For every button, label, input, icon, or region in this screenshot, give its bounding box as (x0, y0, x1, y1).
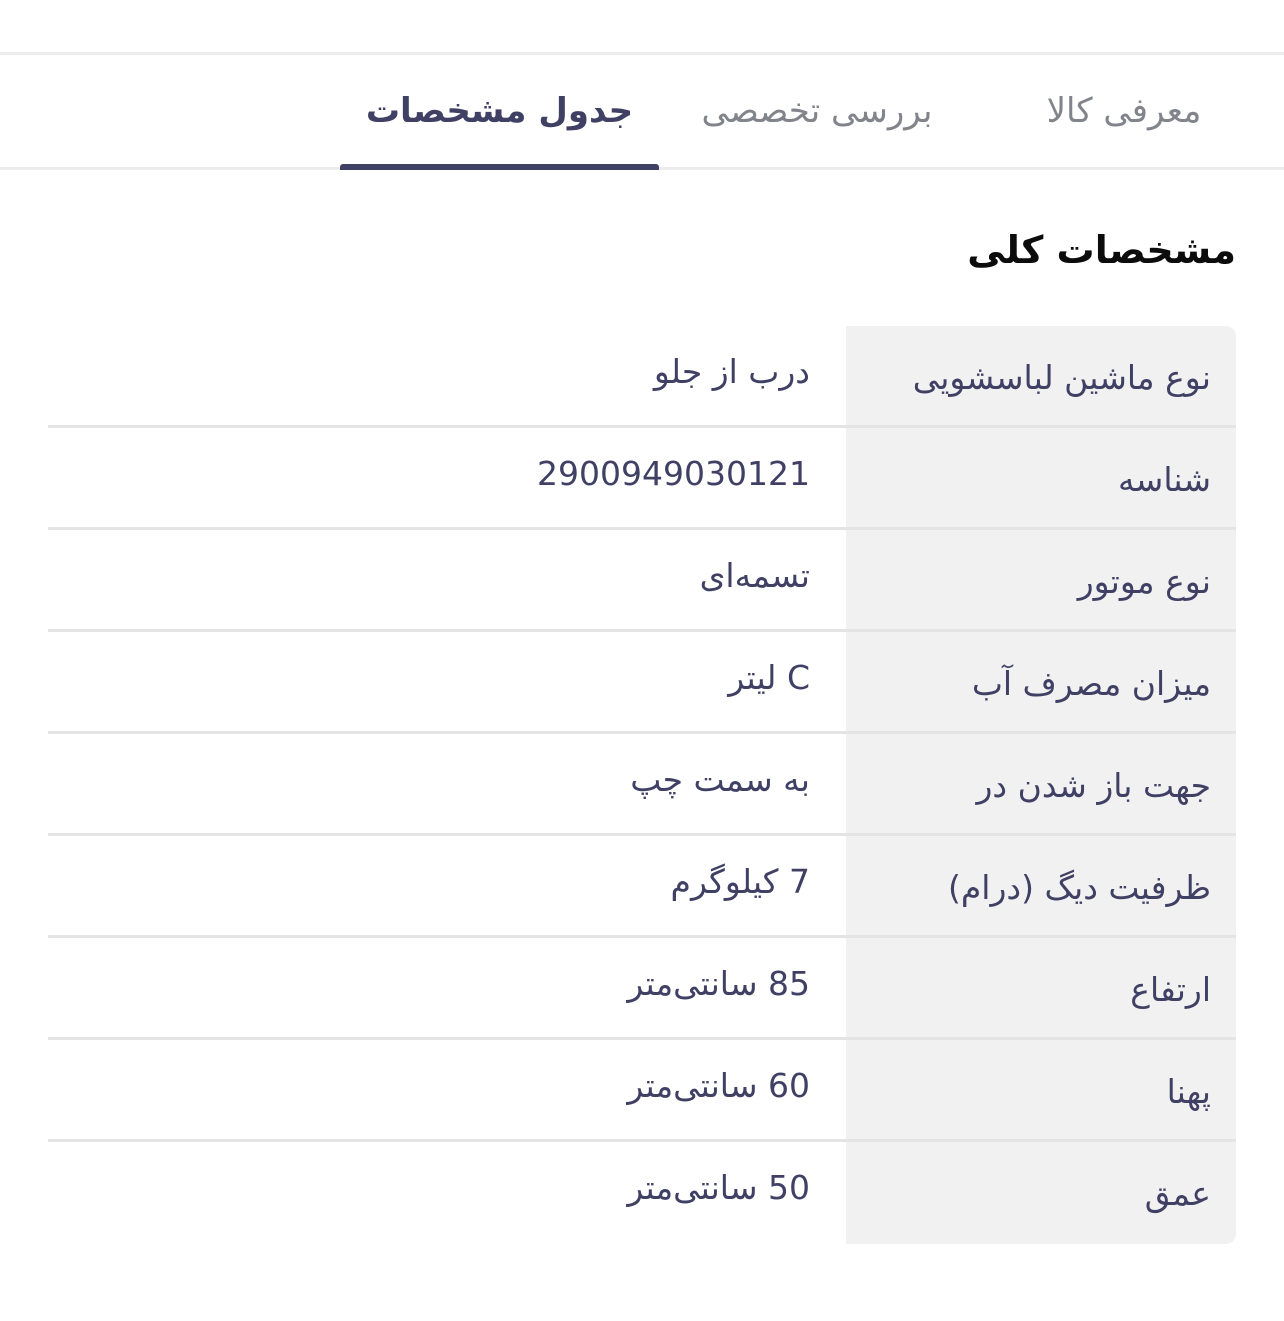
spec-value: تسمه‌ای (699, 556, 810, 595)
section-title: مشخصات کلی (967, 228, 1236, 272)
spec-key: شناسه (846, 428, 1236, 530)
spec-key: نوع ماشین لباسشویی (846, 326, 1236, 428)
table-row (48, 836, 1236, 938)
spec-value: C لیتر (728, 658, 810, 697)
spec-value: 7 کیلوگرم (670, 862, 810, 901)
table-row (48, 632, 1236, 734)
table-row (48, 326, 1236, 428)
spec-value: به سمت چپ (630, 760, 810, 799)
table-row (48, 530, 1236, 632)
spec-value: 2900949030121 (537, 454, 810, 493)
spec-key: ارتفاع (846, 938, 1236, 1040)
spec-key: پهنا (846, 1040, 1236, 1142)
spec-value: 85 سانتی‌متر (627, 964, 810, 1003)
table-row (48, 938, 1236, 1040)
table-row (48, 1040, 1236, 1142)
tab-expert-review[interactable]: بررسی تخصصی (701, 91, 933, 131)
spec-key: جهت باز شدن در (846, 734, 1236, 836)
table-row (48, 428, 1236, 530)
spec-key: نوع موتور (846, 530, 1236, 632)
tab-product-intro[interactable]: معرفی کالا (1046, 91, 1202, 131)
spec-key: میزان مصرف آب (846, 632, 1236, 734)
spec-value: درب از جلو (653, 352, 810, 391)
product-tabs (0, 55, 1284, 170)
table-row (48, 1142, 1236, 1244)
spec-key: عمق (846, 1142, 1236, 1244)
table-row (48, 734, 1236, 836)
tab-specifications[interactable]: جدول مشخصات (340, 55, 659, 167)
spec-value: 60 سانتی‌متر (627, 1066, 810, 1105)
spec-value: 50 سانتی‌متر (627, 1168, 810, 1207)
specifications-table (48, 326, 1236, 1244)
spec-key: ظرفیت دیگ (درام) (846, 836, 1236, 938)
